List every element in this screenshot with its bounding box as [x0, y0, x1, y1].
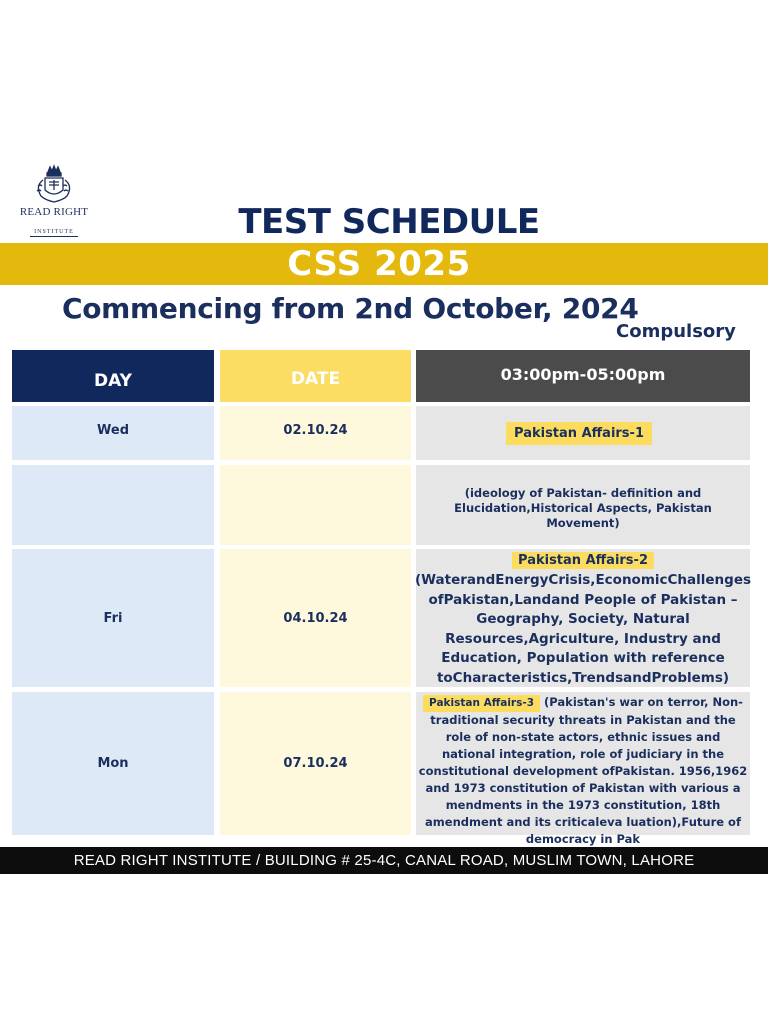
logo-subtitle: INSTITUTE — [30, 229, 78, 237]
header-day-label: DAY — [94, 371, 132, 391]
table-row-date — [220, 406, 411, 460]
subject-tag: Pakistan Affairs-1 — [506, 422, 652, 445]
table-row-date — [220, 465, 411, 545]
date-label: 07.10.24 — [283, 756, 348, 771]
day-label: Mon — [97, 756, 129, 771]
table-row-day — [12, 549, 214, 687]
table-row-subject — [416, 549, 750, 687]
category-label: Compulsory — [616, 321, 736, 342]
subject-tag: Pakistan Affairs-3 — [423, 695, 540, 712]
subject-block — [418, 694, 748, 848]
logo-name: READ RIGHT — [19, 206, 89, 218]
subject-description: (Pakistan's war on terror, Non-traditional security threats in Pakistan and the role of non-state actors, ethnic issues and national integration, role of judiciary in the constitutional development ofPakistan. 1956,1962 and 1973 constitution of Pakistan with various a mendments in the 1973 constitution, 18th amendment and its criticaleva luation),Future of democracy in Pak — [418, 695, 748, 846]
table-row-day — [12, 406, 214, 460]
day-label: Fri — [103, 610, 123, 626]
subject-description: (WaterandEnergyCrisis,EconomicChallenges ofPakistan,Landand People of Pakistan – Geography, Society, Natural Resources,Agriculture, Industry and Education, Population with reference toCharacteristics,TrendsandProblems) — [414, 572, 752, 686]
table-row-subject — [416, 406, 750, 460]
table-row-subject — [416, 692, 750, 846]
header-day — [12, 350, 214, 402]
header-date — [220, 350, 411, 402]
table-row-subject — [416, 465, 750, 545]
table-row-date — [220, 549, 411, 687]
subject-description: (ideology of Pakistan- definition and Elucidation,Historical Aspects, Pakistan Movement) — [454, 485, 712, 530]
table-row-date — [220, 692, 411, 835]
date-label: 02.10.24 — [283, 422, 348, 438]
subject-tag: Pakistan Affairs-2 — [512, 552, 654, 569]
day-label: Wed — [97, 422, 129, 438]
table-row-day — [12, 465, 214, 545]
crown-crest-icon — [32, 164, 76, 204]
date-label: 04.10.24 — [283, 610, 348, 626]
commencing-heading: Commencing from 2nd October, 2024 — [62, 292, 639, 325]
band-title: CSS 2025 — [287, 244, 471, 284]
header-date-label: DATE — [290, 369, 341, 389]
page-title: TEST SCHEDULE — [238, 202, 540, 242]
table-row-day — [12, 692, 214, 835]
header-time — [416, 350, 750, 402]
footer-address: READ RIGHT INSTITUTE / BUILDING # 25-4C, CANAL ROAD, MUSLIM TOWN, LAHORE — [0, 847, 768, 874]
header-time-label: 03:00pm-05:00pm — [500, 364, 666, 384]
